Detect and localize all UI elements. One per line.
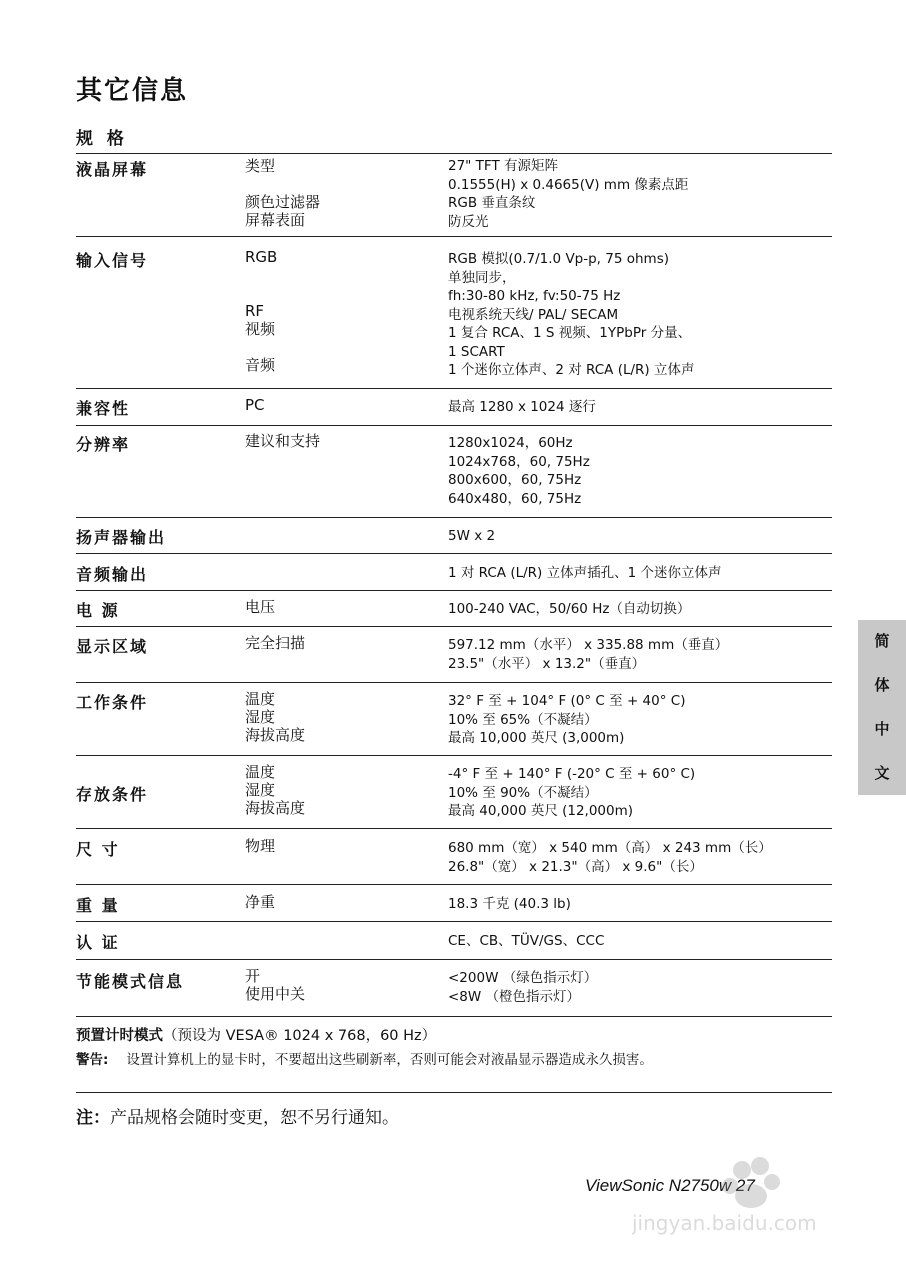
- spec-subitem: RF: [245, 302, 265, 320]
- row-divider: [76, 828, 832, 829]
- spec-value: 单独同步，: [448, 269, 516, 286]
- spec-category: 音频输出: [76, 565, 149, 584]
- spec-category: 分辨率: [76, 435, 131, 454]
- spec-value: 5W x 2: [448, 528, 496, 544]
- row-divider: [76, 921, 832, 922]
- spec-value: RGB 垂直条纹: [448, 195, 536, 211]
- spec-value: 597.12 mm（水平） x 335.88 mm（垂直）: [448, 637, 729, 653]
- spec-category: 重 量: [76, 896, 120, 915]
- spec-category: 节能模式信息: [76, 972, 185, 991]
- row-divider: [76, 236, 832, 237]
- spec-subitem: 海拔高度: [245, 726, 306, 744]
- spec-subitem: RGB: [245, 248, 278, 266]
- spec-value: RGB 模拟(0.7/1.0 Vp-p, 75 ohms): [448, 251, 670, 267]
- spec-category: 输入信号: [76, 251, 149, 270]
- baidu-paw-watermark-icon: [632, 1148, 852, 1238]
- spec-value: 1024x768，60, 75Hz: [448, 453, 590, 470]
- spec-value: 0.1555(H) x 0.4665(V) mm 像素点距: [448, 176, 689, 193]
- side-tab-char: 简: [874, 632, 890, 650]
- spec-value: <200W （绿色指示灯）: [448, 970, 598, 986]
- side-tab-char: 文: [874, 764, 890, 782]
- spec-value: 最高 10,000 英尺 (3,000m): [448, 730, 625, 746]
- spec-value: 10% 至 65%（不凝结）: [448, 711, 598, 728]
- row-divider: [76, 153, 832, 154]
- section-heading: 规 格: [76, 129, 128, 149]
- page-footer: ViewSonic N2750w 27: [585, 1176, 755, 1195]
- spec-subitem: 温度: [245, 763, 276, 781]
- warning-text: 设置计算机上的显卡时，不要超出这些刷新率，否则可能会对液晶显示器造成永久损害。: [126, 1052, 653, 1068]
- spec-subitem: 电压: [245, 598, 276, 616]
- spec-value: 18.3 千克 (40.3 lb): [448, 896, 571, 912]
- row-divider: [76, 755, 832, 756]
- spec-category: 显示区域: [76, 637, 149, 656]
- spec-value: 1 SCART: [448, 343, 505, 360]
- change-notice: [76, 1103, 399, 1128]
- table-bottom-divider: [76, 1016, 832, 1017]
- spec-subitem: 海拔高度: [245, 799, 306, 817]
- notice-text: 产品规格会随时变更，恕不另行通知。: [110, 1108, 399, 1128]
- row-divider: [76, 553, 832, 554]
- side-tab-char: 体: [874, 676, 890, 694]
- spec-value: 32° F 至 + 104° F (0° C 至 + 40° C): [448, 693, 686, 709]
- spec-subitem: 音频: [245, 356, 276, 374]
- row-divider: [76, 959, 832, 960]
- preset-label: 预置计时模式: [76, 1028, 163, 1044]
- spec-category: 兼容性: [76, 399, 131, 418]
- warning-label: 警告:: [76, 1052, 109, 1068]
- row-divider: [76, 425, 832, 426]
- spec-value: 1 对 RCA (L/R) 立体声插孔、1 个迷你立体声: [448, 565, 722, 581]
- spec-subitem: 类型: [245, 157, 276, 175]
- row-divider: [76, 884, 832, 885]
- spec-value: 10% 至 90%（不凝结）: [448, 784, 598, 801]
- spec-value: -4° F 至 + 140° F (-20° C 至 + 60° C): [448, 766, 696, 782]
- spec-subitem: 温度: [245, 690, 276, 708]
- spec-subitem: 净重: [245, 893, 276, 911]
- spec-category: 液晶屏幕: [76, 160, 149, 179]
- spec-subitem: 建议和支持: [245, 432, 321, 450]
- spec-value: 640x480，60, 75Hz: [448, 490, 582, 507]
- spec-value: 最高 1280 x 1024 逐行: [448, 399, 596, 415]
- page-title: 其它信息: [76, 76, 189, 106]
- row-divider: [76, 388, 832, 389]
- spec-value: 800x600，60, 75Hz: [448, 472, 582, 488]
- spec-category: 认 证: [76, 933, 120, 952]
- spec-subitem: 开: [245, 967, 261, 985]
- spec-subitem: 屏幕表面: [245, 211, 306, 229]
- notice-label: 注：: [76, 1108, 110, 1128]
- spec-value: 防反光: [448, 213, 489, 230]
- spec-category: 工作条件: [76, 693, 149, 712]
- spec-subitem: 完全扫描: [245, 634, 306, 652]
- spec-value: 1280x1024，60Hz: [448, 435, 573, 451]
- divider: [76, 1092, 832, 1093]
- row-divider: [76, 682, 832, 683]
- spec-value: 1 个迷你立体声、2 对 RCA (L/R) 立体声: [448, 362, 695, 378]
- spec-subitem: PC: [245, 396, 265, 414]
- row-divider: [76, 626, 832, 627]
- preset-timing-note: [76, 1024, 436, 1045]
- row-divider: [76, 517, 832, 518]
- warning-note: [76, 1048, 653, 1068]
- spec-subitem: 湿度: [245, 781, 276, 799]
- spec-value: 680 mm（宽） x 540 mm（高） x 243 mm（长）: [448, 840, 772, 856]
- spec-category: 存放条件: [76, 785, 149, 804]
- preset-text: （预设为 VESA® 1024 x 768，60 Hz）: [163, 1028, 437, 1044]
- spec-value: CE、CB、TÜV/GS、CCC: [448, 933, 605, 949]
- spec-category: 尺 寸: [76, 840, 120, 859]
- spec-category: 电 源: [76, 601, 120, 620]
- spec-value: fh:30-80 kHz, fv:50-75 Hz: [448, 288, 621, 304]
- spec-value: 23.5"（水平） x 13.2"（垂直）: [448, 655, 646, 672]
- spec-subitem: 视频: [245, 320, 276, 338]
- spec-value: <8W （橙色指示灯）: [448, 988, 581, 1005]
- spec-subitem: 湿度: [245, 708, 276, 726]
- row-divider: [76, 590, 832, 591]
- language-side-tab: [858, 620, 906, 795]
- side-tab-char: 中: [874, 720, 890, 738]
- spec-subitem: 颜色过滤器: [245, 193, 321, 211]
- spec-subitem: 使用中关: [245, 985, 306, 1003]
- spec-category: 扬声器输出: [76, 528, 167, 547]
- spec-subitem: 物理: [245, 837, 276, 855]
- spec-value: 100-240 VAC，50/60 Hz（自动切换）: [448, 601, 691, 617]
- spec-value: 最高 40,000 英尺 (12,000m): [448, 803, 634, 819]
- spec-value: 电视系统天线/ PAL/ SECAM: [448, 306, 619, 323]
- spec-value: 1 复合 RCA、1 S 视频、1YPbPr 分量、: [448, 325, 692, 341]
- watermark-text: jingyan.baidu.com: [632, 1211, 817, 1235]
- spec-value: 26.8"（宽） x 21.3"（高） x 9.6"（长）: [448, 858, 703, 875]
- spec-value: 27" TFT 有源矩阵: [448, 158, 558, 174]
